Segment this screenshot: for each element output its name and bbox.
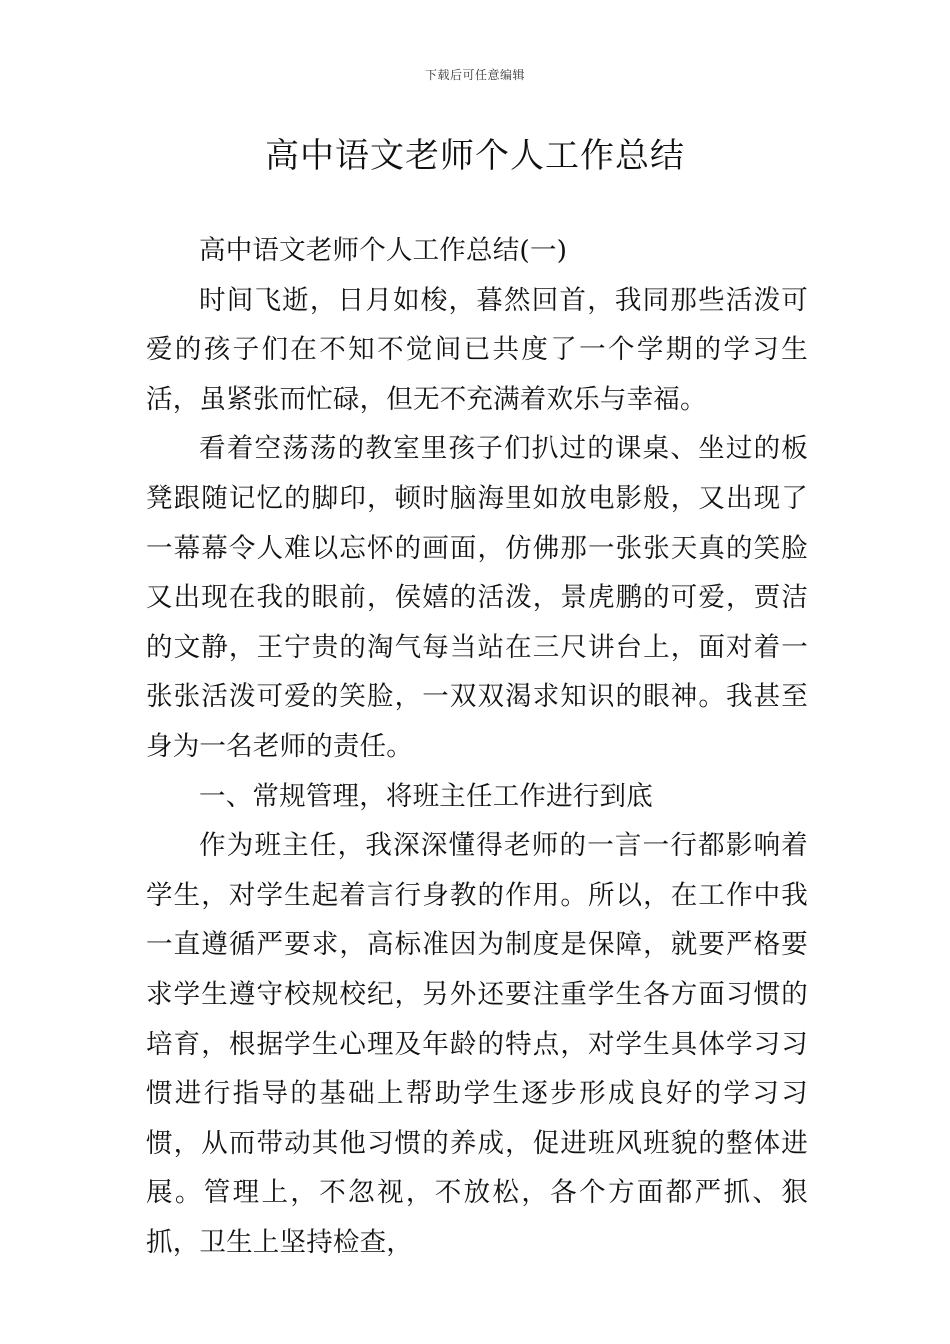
paragraph: 看着空荡荡的教室里孩子们扒过的课桌、坐过的板凳跟随记忆的脚印，顿时脑海里如放电影般，又出现了一幕幕令人难以忘怀的画面，仿佛那一张张天真的笑脸又出现在我的眼前，侯嬉的活泼，景虎鹏的可爱，贾洁的文静，王宁贵的淘气每当站在三尺讲台上，面对着一张张活泼可爱的笑脸，一双双渴求知识的眼神。我甚至身为一名老师的责任。 (146, 433, 808, 762)
header-note: 下载后可任意编辑 (424, 68, 525, 82)
paragraph: 作为班主任，我深深懂得老师的一言一行都影响着学生，对学生起着言行身教的作用。所以，在工作中我一直遵循严要求，高标准因为制度是保障，就要严格要求学生遵守校规校纪，另外还要注重学生各方面习惯的培育，根据学生心理及年龄的特点，对学生具体学习习惯进行指导的基础上帮助学生逐步形成良好的学习习惯，从而带动其他习惯的养成，促进班风班貌的整体进展。管理上，不忽视，不放松，各个方面都严抓、狠抓，卫生上坚持检查， (146, 830, 808, 1258)
document-body (146, 226, 808, 1267)
section-heading: 高中语文老师个人工作总结(一) (199, 235, 568, 266)
section-heading: 一、常规管理，将班主任工作进行到底 (199, 780, 653, 812)
document-title: 高中语文老师个人工作总结 (265, 136, 685, 176)
paragraph: 时间飞逝，日月如梭，暮然回首，我同那些活泼可爱的孩子们在不知不觉间已共度了一个学期的学习生活，虽紧张而忙碌，但无不充满着欢乐与幸福。 (146, 284, 808, 415)
